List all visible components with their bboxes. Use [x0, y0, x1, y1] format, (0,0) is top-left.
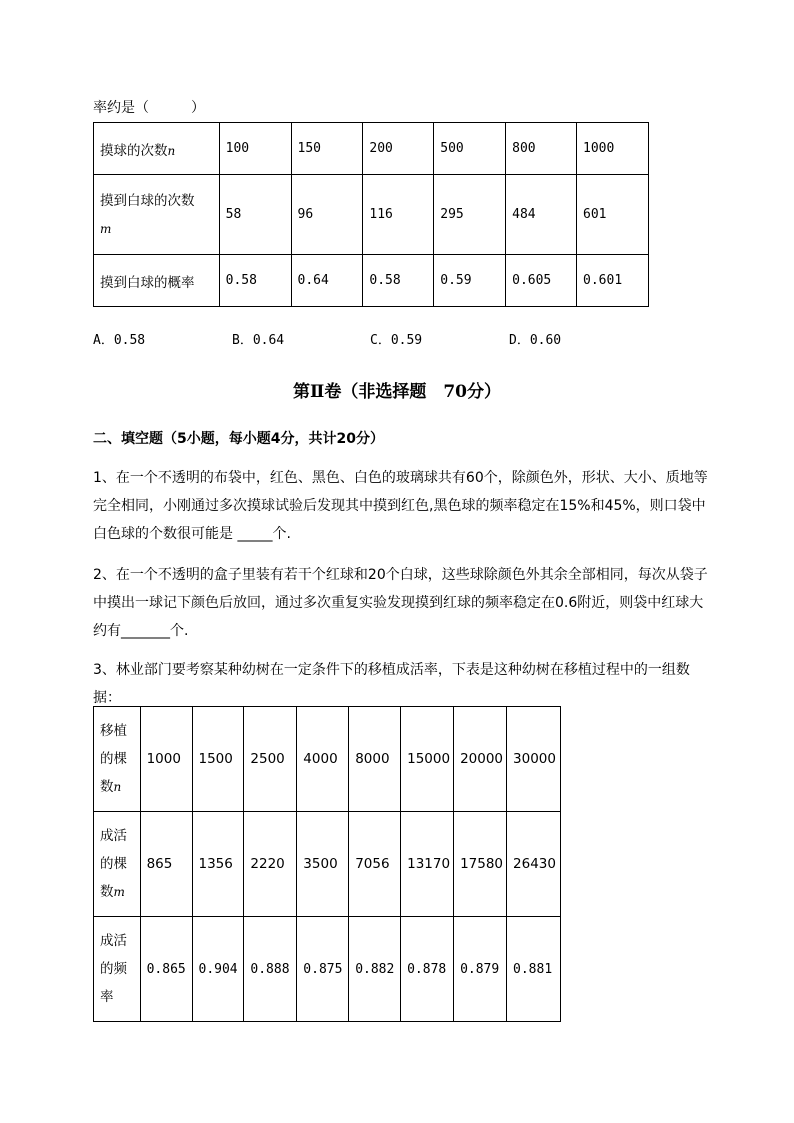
row-header: 摸到白球的概率	[94, 255, 220, 307]
table-cell: 8000	[349, 707, 401, 812]
row-header: 成活 的频 率	[94, 917, 141, 1022]
frequency-table-1	[93, 122, 649, 307]
table-cell: 0.601	[577, 255, 649, 307]
table-cell: 0.882	[349, 917, 401, 1022]
table-cell: 1000	[577, 123, 649, 175]
table-row	[94, 123, 649, 175]
table-cell: 800	[506, 123, 577, 175]
table-row	[94, 175, 649, 255]
row-header: 成活 的棵 数m	[94, 812, 141, 917]
question-2-line: 约有_______个.	[93, 623, 189, 639]
table-cell: 4000	[297, 707, 349, 812]
question-tail: 率约是（ ）	[93, 100, 205, 116]
table-cell: 96	[291, 175, 363, 255]
section-title: 二、填空题（5小题，每小题4分，共计20分）	[93, 431, 384, 447]
table-cell: 30000	[507, 707, 561, 812]
table-cell: 150	[291, 123, 363, 175]
table-cell: 13170	[401, 812, 454, 917]
question-1-line: 完全相同，小刚通过多次摸球试验后发现其中摸到红色,黑色球的频率稳定在15%和45%，则口袋中	[93, 498, 706, 514]
table-cell: 0.58	[219, 255, 291, 307]
table-cell: 0.875	[297, 917, 349, 1022]
table-cell: 500	[434, 123, 506, 175]
option-a: A．0.58	[93, 333, 146, 348]
table-cell: 0.888	[244, 917, 297, 1022]
question-2	[93, 561, 713, 645]
table-cell: 1000	[140, 707, 192, 812]
table-cell: 100	[219, 123, 291, 175]
option-b: B．0.64	[232, 333, 285, 348]
question-2-line: 中摸出一球记下颜色后放回，通过多次重复实验发现摸到红球的频率稳定在0.6附近，则袋中红球大	[93, 595, 704, 611]
table-cell: 601	[577, 175, 649, 255]
table-cell: 2500	[244, 707, 297, 812]
table-cell: 0.64	[291, 255, 363, 307]
table-cell: 484	[506, 175, 577, 255]
table-cell: 0.879	[454, 917, 507, 1022]
question-2-line: 2、在一个不透明的盒子里装有若干个红球和20个白球，这些球除颜色外其余全部相同，每次从袋子	[93, 567, 708, 583]
table-cell: 0.59	[434, 255, 506, 307]
table-cell: 0.878	[401, 917, 454, 1022]
table-cell: 116	[363, 175, 434, 255]
table-cell: 0.904	[192, 917, 244, 1022]
question-3-line: 据：	[93, 690, 121, 706]
table-cell: 1500	[192, 707, 244, 812]
row-header: 移植 的棵 数n	[94, 707, 141, 812]
table-cell: 20000	[454, 707, 507, 812]
table-row	[94, 255, 649, 307]
table-cell: 0.605	[506, 255, 577, 307]
table-cell: 200	[363, 123, 434, 175]
table-cell: 17580	[454, 812, 507, 917]
question-1-line: 1、在一个不透明的布袋中，红色、黑色、白色的玻璃球共有60个，除颜色外，形状、大小、质地等	[93, 470, 708, 486]
table-cell: 1356	[192, 812, 244, 917]
table-row	[94, 707, 561, 812]
table-cell: 2220	[244, 812, 297, 917]
transplant-table	[93, 706, 561, 1022]
table-cell: 7056	[349, 812, 401, 917]
option-d: D．0.60	[509, 333, 562, 348]
question-1-line: 白色球的个数很可能是 _____个.	[93, 526, 291, 542]
table-cell: 58	[219, 175, 291, 255]
table-row	[94, 917, 561, 1022]
table-cell: 0.881	[507, 917, 561, 1022]
option-c: C．0.59	[370, 333, 423, 348]
table-cell: 15000	[401, 707, 454, 812]
question-1	[93, 464, 713, 548]
table-cell: 0.865	[140, 917, 192, 1022]
question-3	[93, 656, 713, 712]
part-title: 第Ⅱ卷（非选择题 70分）	[293, 382, 501, 402]
table-cell: 26430	[507, 812, 561, 917]
table-cell: 865	[140, 812, 192, 917]
row-header: 摸到白球的次数 m	[94, 175, 220, 255]
table-cell: 3500	[297, 812, 349, 917]
row-header: 摸球的次数n	[94, 123, 220, 175]
table-row	[94, 812, 561, 917]
question-3-line: 3、林业部门要考察某种幼树在一定条件下的移植成活率，下表是这种幼树在移植过程中的一组数	[93, 662, 690, 678]
table-cell: 0.58	[363, 255, 434, 307]
table-cell: 295	[434, 175, 506, 255]
